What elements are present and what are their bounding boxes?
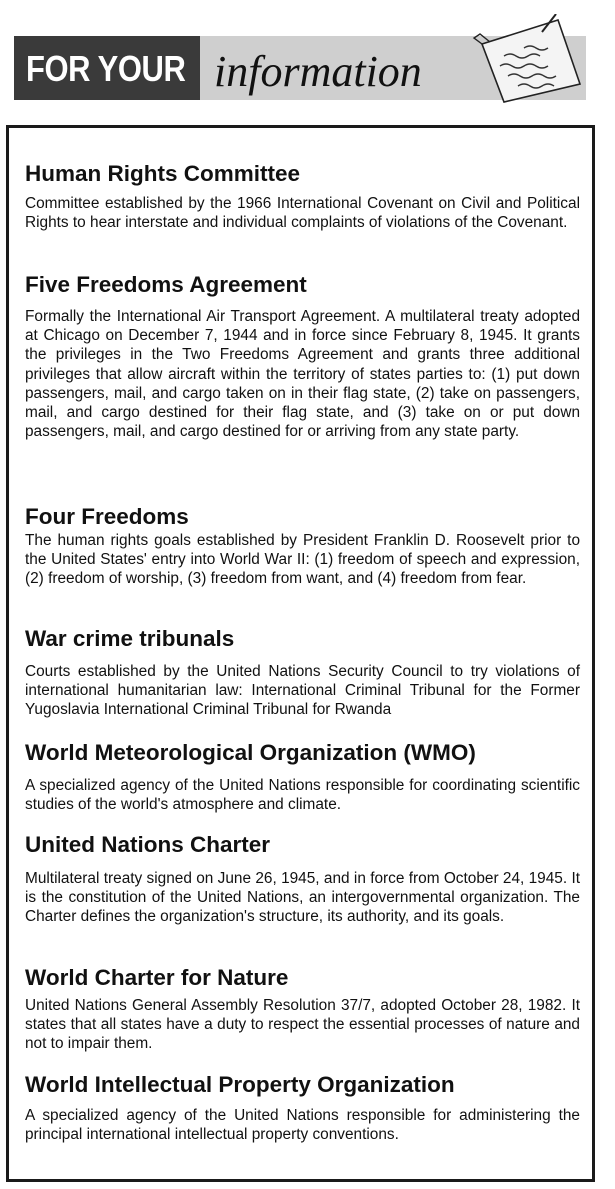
entry-title: World Meteorological Organization (WMO) <box>25 740 476 765</box>
entry-title: World Charter for Nature <box>25 965 289 990</box>
header-banner <box>14 14 586 102</box>
entry-war-crime-tribunals <box>25 625 580 720</box>
note-paper-icon <box>460 14 586 104</box>
entry-world-intellectual-property-organization <box>25 1071 580 1144</box>
banner-title-information: information <box>214 47 422 96</box>
entry-body: Committee established by the 1966 International Covenant on Civil and Political Rights to hear interstate and individual complaints of violations of the Covenant. <box>25 195 580 232</box>
entry-title: United Nations Charter <box>25 832 271 857</box>
banner-title-for-your: FOR YOUR <box>26 48 186 89</box>
entry-united-nations-charter <box>25 831 580 927</box>
entry-title: Human Rights Committee <box>25 161 301 186</box>
entry-title: War crime tribunals <box>25 626 235 651</box>
entry-body: United Nations General Assembly Resolution 37/7, adopted October 28, 1982. It states that all states have a duty to respect the essential processes of nature and not to impair them. <box>25 997 580 1053</box>
entry-world-charter-for-nature <box>25 964 580 1054</box>
entry-human-rights-committee <box>25 160 580 232</box>
entry-four-freedoms <box>25 503 580 589</box>
entry-five-freedoms-agreement <box>25 271 580 441</box>
entry-body: Multilateral treaty signed on June 26, 1945, and in force from October 24, 1945. It is the constitution of the United Nations, an intergovernmental organization. The Charter defines the organization's structure, its authority, and its goals. <box>25 870 580 926</box>
entry-title: Four Freedoms <box>25 504 189 529</box>
entry-body: A specialized agency of the United Nations responsible for coordinating scientific studies of the world's atmosphere and climate. <box>25 777 580 814</box>
entry-body: Courts established by the United Nations Security Council to try violations of international humanitarian law: International Criminal Tribunal for the Former Yugoslavia International Criminal Tribunal for Rwanda <box>25 663 580 719</box>
entry-title: Five Freedoms Agreement <box>25 272 307 297</box>
entry-body: Formally the International Air Transport Agreement. A multilateral treaty adopted at Chicago on December 7, 1944 and in force since February 8, 1945. It grants the privileges in the Two Freedoms Agreement and grants three additional privileges that allow aircraft within the territory of states parties to: (1) put down passengers, mail, and cargo taken on in their flag state, (2) take on passengers, mail, and cargo destined for their flag state, and (3) take on or put down passengers, mail, and cargo destined for or arriving from any state party. <box>25 308 580 441</box>
entry-body: The human rights goals established by President Franklin D. Roosevelt prior to the United States' entry into World War II: (1) freedom of speech and expression, (2) freedom of worship, (3) freedom from want, and (4) freedom from fear. <box>25 532 580 588</box>
entry-title: World Intellectual Property Organization <box>25 1072 455 1097</box>
entry-body: A specialized agency of the United Nations responsible for administering the principal international intellectual property conventions. <box>25 1107 580 1144</box>
entry-world-meteorological-organization <box>25 739 580 814</box>
